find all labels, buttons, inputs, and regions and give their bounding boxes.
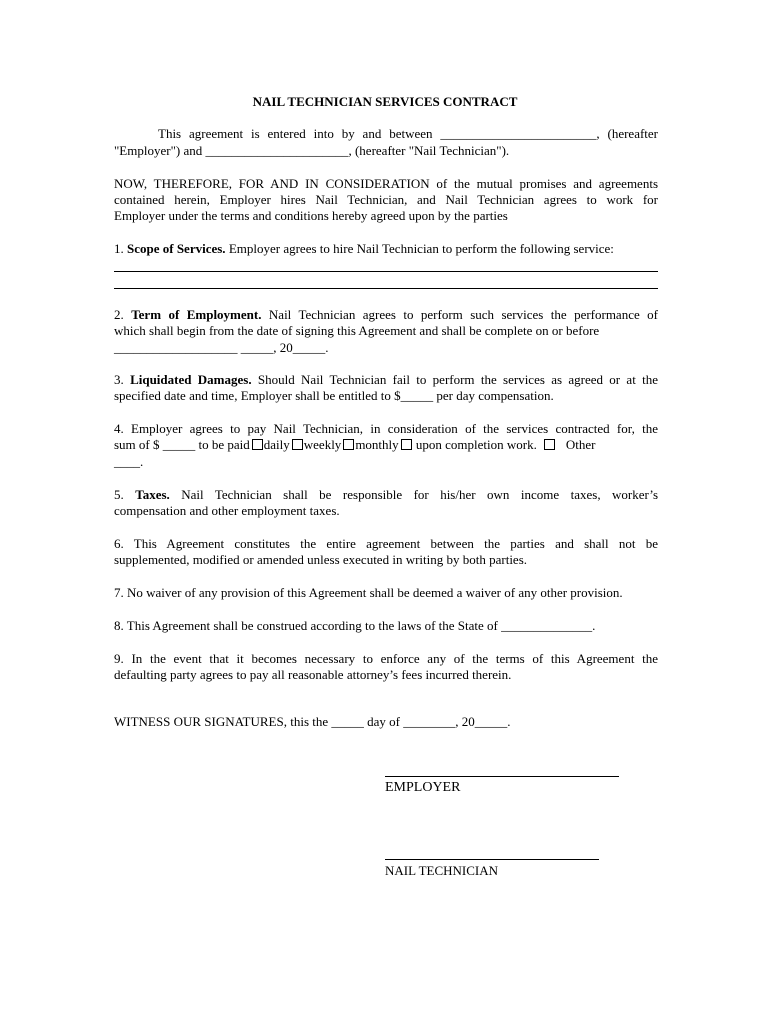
employer-name-blank: ________________________, <box>440 126 600 141</box>
daily-checkbox[interactable] <box>252 439 263 450</box>
monthly-checkbox[interactable] <box>343 439 354 450</box>
section-3-heading: Liquidated Damages. <box>130 372 252 387</box>
service-blank-line-1 <box>114 271 658 272</box>
section-8: 8. This Agreement shall be construed according to the laws of the State of ______________. <box>114 618 596 633</box>
section-6-line-1: 6. This Agreement constitutes the entire agreement between the parties and shall not be <box>114 536 658 551</box>
section-2-number: 2. <box>114 307 124 322</box>
section-7: 7. No waiver of any provision of this Agreement shall be deemed a waiver of any other provision. <box>114 585 623 600</box>
other-checkbox[interactable] <box>544 439 555 450</box>
section-2-text: Nail Technician agrees to perform such services the performance of <box>268 307 658 322</box>
completion-checkbox[interactable] <box>401 439 412 450</box>
daily-label: daily <box>263 437 290 452</box>
section-3-line-1 <box>114 372 658 389</box>
section-1-number: 1. <box>114 241 124 256</box>
section-5-number: 5. <box>114 487 124 502</box>
section-1 <box>114 241 658 258</box>
section-5-heading: Taxes. <box>135 487 170 502</box>
employer-signature-label: EMPLOYER <box>385 780 461 795</box>
section-1-text: Employer agrees to hire Nail Technician to perform the following service: <box>228 241 614 256</box>
intro-text: This agreement is entered into by and between <box>158 126 433 141</box>
section-2-heading: Term of Employment. <box>131 307 262 322</box>
other-label: Other <box>565 437 596 452</box>
document-title: NAIL TECHNICIAN SERVICES CONTRACT <box>252 94 518 109</box>
employer-signature-line[interactable] <box>385 776 619 777</box>
section-9-line-2: defaulting party agrees to pay all reasonable attorney’s fees incurred therein. <box>114 667 512 682</box>
weekly-label: weekly <box>303 437 342 452</box>
now-therefore-line-3: Employer under the terms and conditions hereby agreed upon by the parties <box>114 208 508 223</box>
section-4-sum-text: sum of $ _____ to be paid <box>114 437 250 452</box>
witness-line: WITNESS OUR SIGNATURES, this the _____ day of ________, 20_____. <box>114 714 511 729</box>
monthly-label: monthly <box>355 437 399 452</box>
weekly-checkbox[interactable] <box>292 439 303 450</box>
section-3-number: 3. <box>114 372 124 387</box>
now-therefore-line-2: contained herein, Employer hires Nail Technician, and Nail Technician agrees to work for <box>114 192 658 207</box>
section-9-line-1: 9. In the event that it becomes necessary to enforce any of the terms of this Agreement the <box>114 651 658 666</box>
service-blank-line-2 <box>114 288 658 289</box>
section-5-line-2: compensation and other employment taxes. <box>114 503 340 518</box>
hereafter-text: (hereafter <box>607 126 659 141</box>
intro-line-2: "Employer") and ______________________, (hereafter "Nail Technician"). <box>114 143 510 158</box>
section-2-line-3: ___________________ _____, 20_____. <box>114 340 329 355</box>
now-therefore-line-1: NOW, THEREFORE, FOR AND IN CONSIDERATION of the mutual promises and agreements <box>114 176 658 191</box>
technician-signature-label: NAIL TECHNICIAN <box>385 863 499 878</box>
technician-signature-line[interactable] <box>385 859 599 860</box>
section-3-line-2: specified date and time, Employer shall be entitled to $_____ per day compensation. <box>114 388 554 403</box>
section-2-line-1 <box>114 307 658 324</box>
section-2-line-2: which shall begin from the date of signing this Agreement and shall be complete on or before <box>114 323 600 338</box>
section-6-line-2: supplemented, modified or amended unless executed in writing by both parties. <box>114 552 528 567</box>
section-1-heading: Scope of Services. <box>127 241 226 256</box>
section-5-line-1 <box>114 487 658 504</box>
completion-label: upon completion work. <box>415 437 537 452</box>
section-4-line-3: ____. <box>114 454 144 469</box>
section-4-line-2 <box>114 437 658 454</box>
section-4-line-1: 4. Employer agrees to pay Nail Technician, in consideration of the services contracted for, the <box>114 421 658 436</box>
intro-line-1 <box>114 126 658 143</box>
section-3-text: Should Nail Technician fail to perform the services as agreed or at the <box>257 372 658 387</box>
section-5-text: Nail Technician shall be responsible for his/her own income taxes, worker’s <box>181 487 659 502</box>
